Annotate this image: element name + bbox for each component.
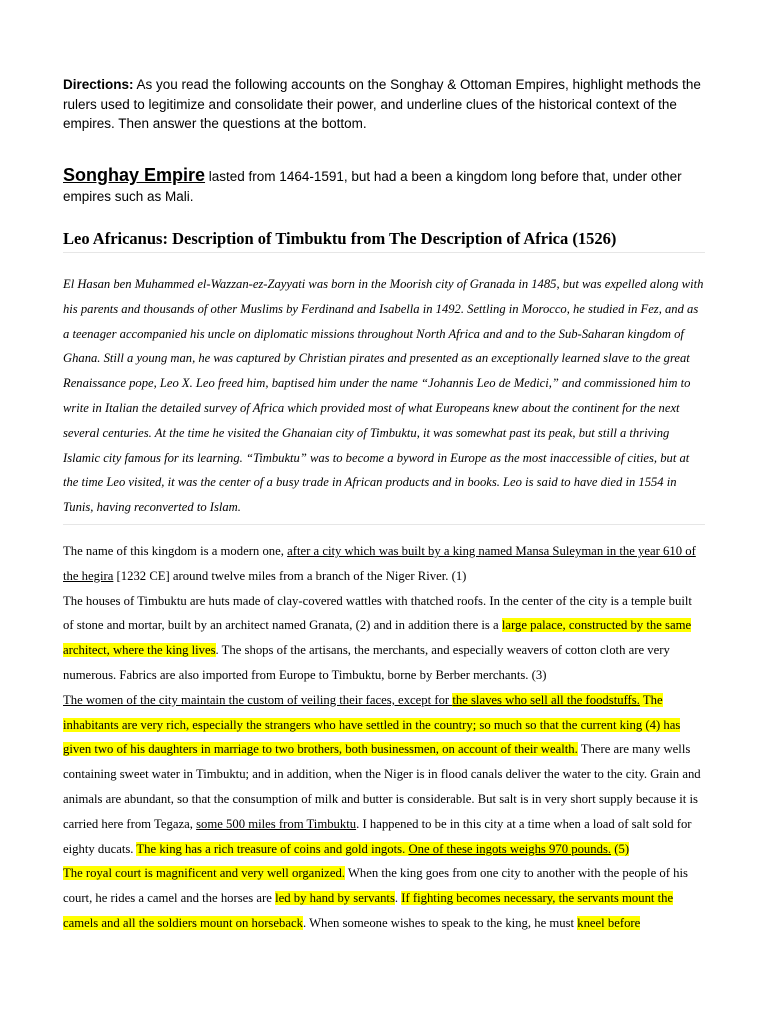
directions-label: Directions:	[63, 77, 134, 92]
highlighted-underlined-text: One of these ingots weighs 970 pounds.	[408, 841, 612, 856]
highlighted-underlined-text: the slaves who sell all the foodstuffs.	[452, 692, 640, 707]
text-run: There are many wells containing sweet water in Timbuktu; and in addition, when the Niger is in flood canals deliver the water to the city. Grain and animals are abundant, so that the consumption of milk and butter is considerable. But salt is in very short supply because it is carried here from Tegaza,	[63, 742, 701, 831]
songhay-title: Songhay Empire	[63, 165, 206, 185]
text-run: . When someone wishes to speak to the king, he must	[302, 915, 578, 930]
text-run: . The shops of the artisans, the merchants, and especially weavers of cotton cloth are very numerous. Fabrics are also imported from Europe to Timbuktu, borne by Berber merchants. (3)	[63, 643, 670, 682]
text-run: The houses of Timbuktu are huts made of clay-covered wattles with thatched roofs. In the center of the city is a temple built of stone and mortar, built by an architect named Granata, (2) and in addition there is a	[63, 593, 692, 633]
songhay-text: lasted from 1464-1591, but had a been a kingdom long before that, under other empires such as Mali.	[63, 169, 682, 204]
paragraph-2	[63, 589, 705, 688]
underlined-text: after a city which was built by a king named Mansa Suleyman in the year 610 of the hegira	[63, 544, 696, 583]
underlined-text: The women of the city maintain the custom of veiling their faces, except for	[63, 692, 453, 707]
text-run: . I happened to be in this city at a time when a load of salt sold for eighty ducats.	[63, 816, 692, 856]
section-heading: Leo Africanus: Description of Timbuktu from The Description of Africa (1526)	[63, 228, 705, 253]
highlighted-text: large palace, constructed by the same architect, where the king lives	[63, 618, 692, 658]
highlighted-text: If fighting becomes necessary, the servants mount the camels and all the soldiers mount on horseback	[63, 891, 674, 930]
highlighted-text: (5)	[611, 841, 630, 856]
text-run: When the king goes from one city to another with the people of his court, he rides a camel and the horses are	[63, 866, 688, 906]
paragraph-3	[63, 688, 705, 862]
songhay-intro	[63, 165, 713, 207]
text-run: .	[394, 891, 402, 906]
paragraph-4	[63, 861, 705, 935]
directions-paragraph	[63, 75, 713, 134]
highlighted-text: kneel before	[577, 915, 641, 930]
text-run: The name of this kingdom is a modern one,	[63, 544, 288, 558]
directions-text: As you read the following accounts on the Songhay & Ottoman Empires, highlight methods the rulers used to legitimize and consolidate their power, and underline clues of the historical context of the empires. Then answer the questions at the bottom.	[63, 77, 701, 131]
underlined-text: some 500 miles from Timbuktu	[196, 816, 357, 831]
highlighted-text: led by hand by servants	[275, 891, 395, 906]
text-run: [1232 CE] around twelve miles from a branch of the Niger River. (1)	[113, 568, 467, 583]
highlighted-text: The inhabitants are very rich, especially the strangers who have settled in the country; so much so that the current king (4) has given two of his daughters in marriage to two brothers, both businessmen, on account of their wealth.	[63, 692, 681, 757]
highlighted-text: The royal court is magnificent and very well organized.	[63, 866, 345, 881]
primary-source-text	[63, 539, 705, 936]
paragraph-1	[63, 539, 705, 589]
biography-paragraph: El Hasan ben Muhammed el-Wazzan-ez-Zayyati was born in the Moorish city of Granada in 1485, but was expelled along with his parents and thousands of other Muslims by Ferdinand and Isabella in 1492. Settling in Morocco, he studied in Fez, and as a teenager accompanied his uncle on diplomatic missions throughout North Africa and and to the Sub-Saharan kingdom of Ghana. Still a young man, he was captured by Christian pirates and presented as an exceptionally learned slave to the great Renaissance pope, Leo X. Leo freed him, baptised him under the name “Johannis Leo de Medici,” and commissioned him to write in Italian the detailed survey of Africa which provided most of what Europeans knew about the continent for the next several centuries. At the time he visited the Ghanaian city of Timbuktu, it was somewhat past its peak, but still a thriving Islamic city famous for its learning. “Timbuktu” was to become a byword in Europe as the most inaccessible of cities, but at the time Leo visited, it was the center of a busy trade in African products and in books. Leo is said to have died in 1554 in Tunis, having reconverted to Islam.	[63, 272, 705, 525]
highlighted-text: The king has a rich treasure of coins and gold ingots.	[136, 841, 409, 856]
